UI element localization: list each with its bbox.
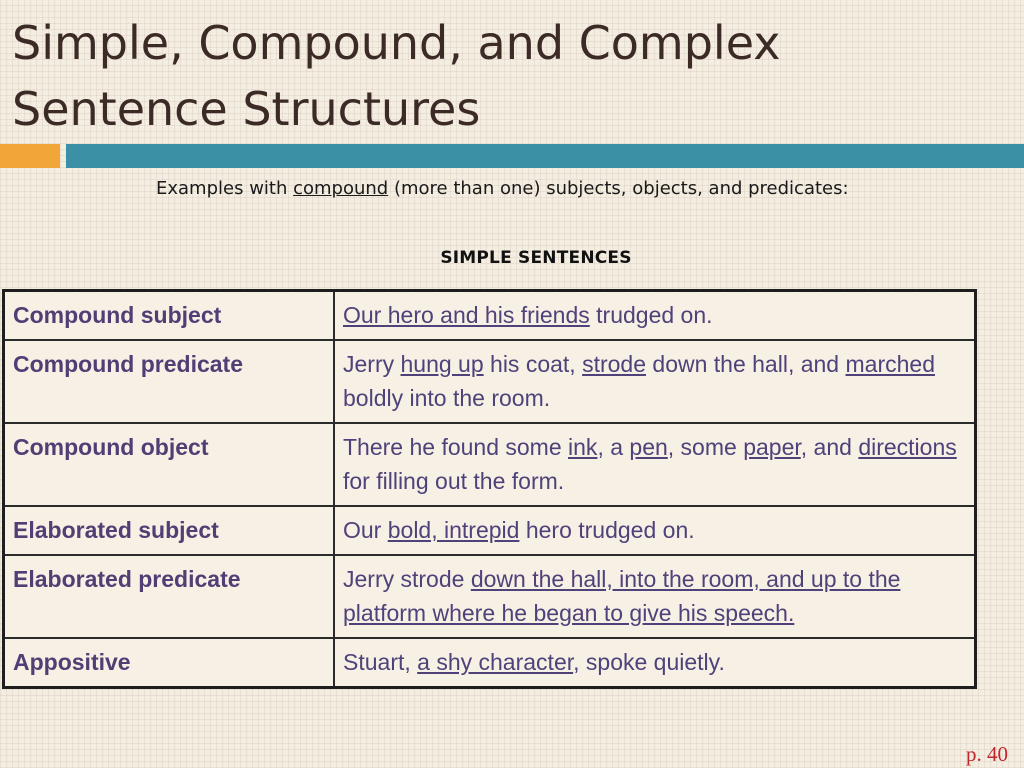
- examples-table-body: [4, 291, 976, 688]
- term-cell: Compound object: [4, 423, 335, 506]
- example-cell: [334, 340, 976, 423]
- table-row: [4, 340, 976, 423]
- example-text-segment: , a: [597, 434, 630, 460]
- slide-title-line-1: Simple, Compound, and Complex: [12, 16, 781, 70]
- page-number: p. 40: [966, 742, 1008, 766]
- example-cell: [334, 555, 976, 638]
- term-cell: Appositive: [4, 638, 335, 688]
- example-text-segment: , some: [667, 434, 744, 460]
- example-text-segment: down the hall, and: [646, 351, 846, 377]
- example-underlined-segment: Our hero and his friends: [343, 302, 590, 328]
- example-cell: [334, 291, 976, 341]
- example-text-segment: hero trudged on.: [519, 517, 695, 543]
- examples-table: [2, 289, 977, 689]
- table-row: [4, 291, 976, 341]
- accent-bar-orange: [0, 144, 60, 168]
- term-cell: Elaborated predicate: [4, 555, 335, 638]
- example-text-segment: , spoke quietly.: [573, 649, 725, 675]
- example-text-segment: There he found some: [343, 434, 569, 460]
- intro-text: [156, 172, 886, 205]
- example-underlined-segment: marched: [845, 351, 935, 377]
- accent-bar-teal: [66, 144, 1024, 168]
- example-text-segment: Jerry strode: [343, 566, 471, 592]
- table-row: [4, 423, 976, 506]
- example-underlined-segment: hung up: [400, 351, 484, 377]
- example-underlined-segment: paper: [743, 434, 801, 460]
- example-text-segment: trudged on.: [589, 302, 713, 328]
- example-cell: [334, 423, 976, 506]
- intro-before: Examples with: [156, 178, 294, 199]
- example-underlined-segment: pen: [629, 434, 668, 460]
- example-text-segment: Jerry: [343, 351, 401, 377]
- table-row: [4, 555, 976, 638]
- term-cell: Elaborated subject: [4, 506, 335, 555]
- example-cell: [334, 638, 976, 688]
- example-underlined-segment: down the hall, into the room, and up to the platform where he began to give his speech.: [343, 566, 901, 626]
- example-text-segment: , and: [800, 434, 859, 460]
- table-row: [4, 638, 976, 688]
- example-underlined-segment: directions: [858, 434, 957, 460]
- example-text-segment: boldly into the room.: [343, 385, 551, 411]
- intro-after: (more than one) subjects, objects, and predicates:: [388, 178, 849, 199]
- slide-title: [12, 10, 780, 142]
- example-underlined-segment: strode: [582, 351, 647, 377]
- example-text-segment: Our: [343, 517, 388, 543]
- slide-title-line-2: Sentence Structures: [12, 82, 481, 136]
- example-text-segment: his coat,: [483, 351, 583, 377]
- example-cell: [334, 506, 976, 555]
- term-cell: Compound predicate: [4, 340, 335, 423]
- example-text-segment: for filling out the form.: [343, 468, 565, 494]
- example-underlined-segment: a shy character: [417, 649, 574, 675]
- section-heading: SIMPLE SENTENCES: [440, 248, 632, 268]
- example-underlined-segment: ink: [568, 434, 598, 460]
- intro-underlined-word: compound: [293, 178, 389, 199]
- example-text-segment: Stuart,: [343, 649, 418, 675]
- term-cell: Compound subject: [4, 291, 335, 341]
- example-underlined-segment: bold, intrepid: [387, 517, 520, 543]
- table-row: [4, 506, 976, 555]
